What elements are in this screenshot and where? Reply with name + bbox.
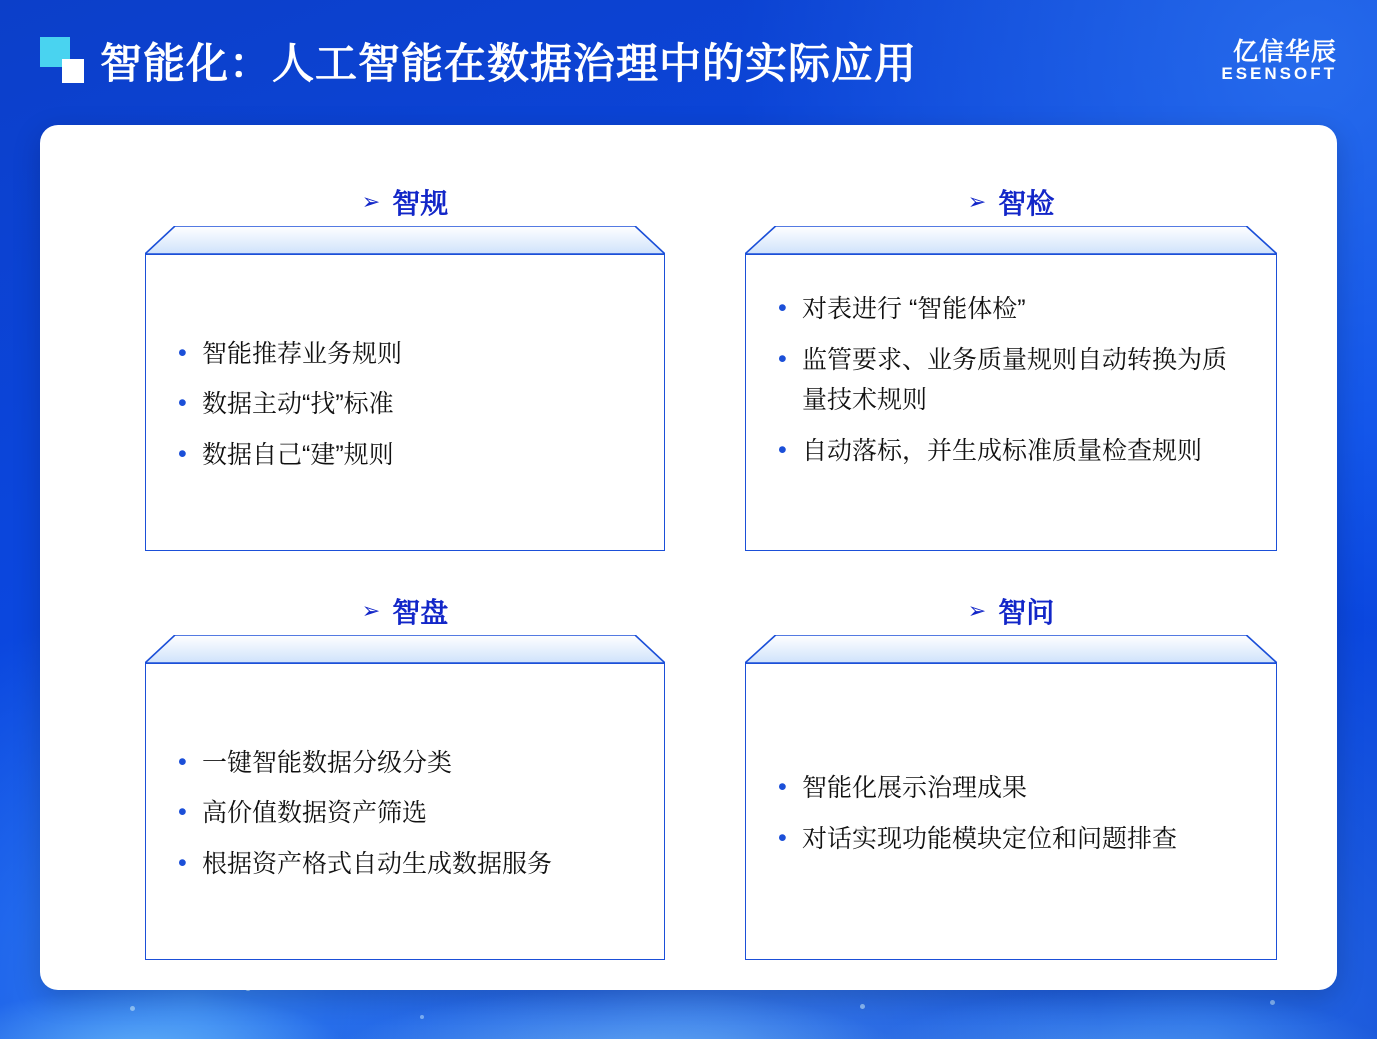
list-item: • 监管要求、业务质量规则自动转换为质量技术规则: [772, 340, 1250, 421]
arrow-bullet-icon: ➢: [967, 189, 987, 214]
panel-zhigui: [145, 180, 665, 551]
arrow-bullet-icon: ➢: [967, 598, 987, 623]
panel-box: [145, 635, 665, 960]
decorative-dot: [420, 1015, 424, 1019]
arrow-bullet-icon: ➢: [361, 598, 381, 623]
decorative-dot: [860, 1004, 865, 1009]
panel-box: [745, 226, 1277, 551]
panel-zhijian: [745, 180, 1277, 551]
panel-title-zhigui: [145, 180, 665, 224]
decorative-dot: [1270, 1000, 1275, 1005]
slide-header: [40, 26, 1337, 96]
panel-box-top-trapezoid: [145, 226, 665, 254]
panel-grid: [145, 180, 1277, 960]
panel-box-body: [145, 663, 665, 960]
panel-box-top-trapezoid: [745, 226, 1277, 254]
panel-title-zhiwen: [745, 589, 1277, 633]
panel-box-top-trapezoid: [145, 635, 665, 663]
list-item: • 数据主动“找”标准: [172, 384, 638, 425]
bullet-list: [172, 743, 638, 895]
panel-title-label: 智检: [998, 188, 1055, 219]
list-item: • 对话实现功能模块定位和问题排查: [772, 819, 1250, 860]
bullet-list: [172, 334, 638, 486]
panel-title-label: 智规: [392, 188, 449, 219]
brand-logo: [1221, 39, 1337, 83]
panel-zhiwen: [745, 589, 1277, 960]
list-item: • 智能推荐业务规则: [172, 334, 638, 375]
panel-box-body: [745, 663, 1277, 960]
list-item: • 自动落标，并生成标准质量检查规则: [772, 431, 1250, 472]
page-title: 智能化：人工智能在数据治理中的实际应用: [100, 40, 918, 87]
panel-title-label: 智问: [998, 597, 1055, 628]
panel-box: [745, 635, 1277, 960]
list-item: • 一键智能数据分级分类: [172, 743, 638, 784]
panel-title-zhijian: [745, 180, 1277, 224]
panel-title-zhipan: [145, 589, 665, 633]
arrow-bullet-icon: ➢: [361, 189, 381, 214]
bullet-list: [772, 289, 1250, 481]
list-item: • 智能化展示治理成果: [772, 768, 1250, 809]
panel-box-body: [145, 254, 665, 551]
list-item: • 对表进行 “智能体检”: [772, 289, 1250, 330]
title-mark-icon: [40, 37, 86, 85]
panel-box-body: [745, 254, 1277, 551]
panel-box: [145, 226, 665, 551]
list-item: • 数据自己“建”规则: [172, 435, 638, 476]
list-item: • 根据资产格式自动生成数据服务: [172, 844, 638, 885]
brand-name-en: ESENSOFT: [1221, 64, 1337, 84]
panel-box-top-trapezoid: [745, 635, 1277, 663]
brand-name-cn: 亿信华辰: [1232, 37, 1337, 66]
list-item: • 高价值数据资产筛选: [172, 793, 638, 834]
content-card: [40, 125, 1337, 990]
bullet-list: [772, 768, 1250, 869]
decorative-dot: [130, 1006, 135, 1011]
panel-zhipan: [145, 589, 665, 960]
panel-title-label: 智盘: [392, 597, 449, 628]
